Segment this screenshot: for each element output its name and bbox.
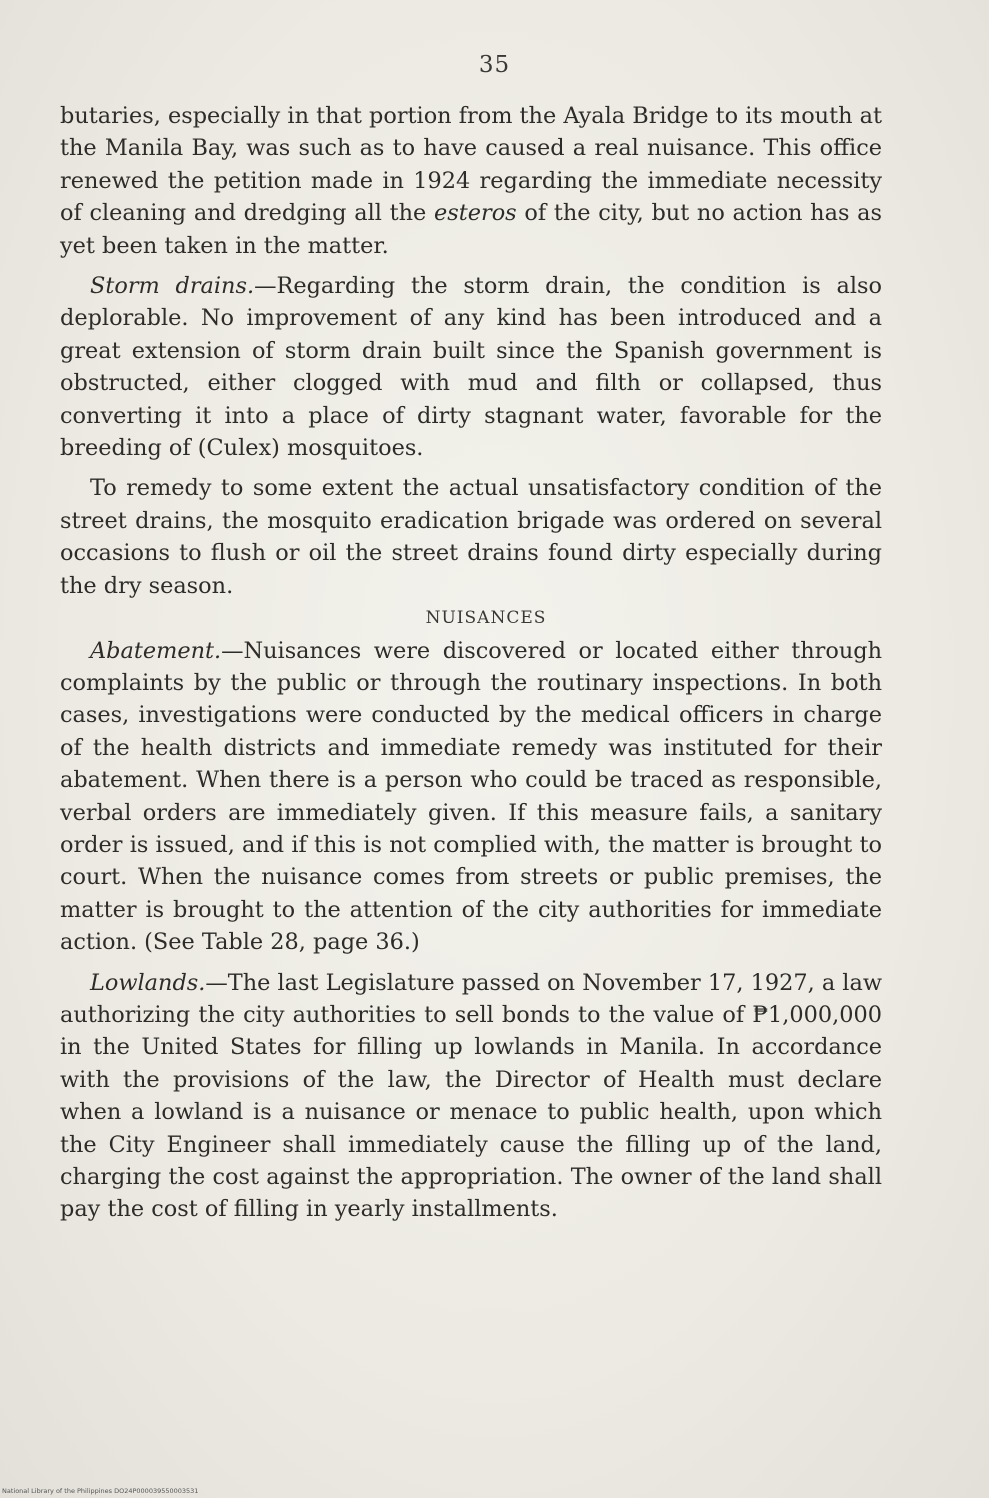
paragraph-text-end: of the city, but no action has as yet been taken in the matter. [60, 200, 882, 259]
paragraph-storm-drains [60, 270, 882, 464]
archive-footer: National Library of the Philippines DO24P000039550003531 [2, 1487, 199, 1495]
italic-term: esteros [434, 200, 517, 227]
paragraph-lowlands [60, 967, 882, 1226]
paragraph-lead: Storm drains. [90, 273, 255, 300]
page-number: 35 [478, 52, 511, 78]
paragraph-lead: Lowlands. [90, 969, 206, 996]
section-heading: NUISANCES [425, 608, 547, 629]
paragraph-remedy [60, 472, 882, 602]
paragraph-text: —The last Legislature passed on November 17, 1927, a law authorizing the city authorities to sell bonds to the value of ₱1,000,000 in the United States for filling up lowlands in Manila. In accordance with the provisions of the law, the Director of Health must declare when a lowland is a nuisance or menace to public health, upon which the City Engineer shall immediately cause the filling up of the land, charging the cost against the appropriation. The owner of the land shall pay the cost of filling in yearly installments. [60, 969, 882, 1223]
paragraph-text: To remedy to some extent the actual unsatisfactory condition of the street drains, the mosquito eradication brigade was ordered on several occasions to flush or oil the street drains found dirty especially during the dry season. [60, 475, 882, 599]
paragraph-lead: Abatement. [90, 637, 222, 664]
paragraph-text: butaries, especially in that portion from the Ayala Bridge to its mouth at the Manila Bay, was such as to have caused a real nuisance. This office renewed the petition made in 1924 regarding the immediate necessity of cleaning and dredging all the [60, 103, 882, 227]
body-text [60, 100, 882, 1226]
paragraph-text: —Nuisances were discovered or located either through complaints by the public or through the routinary inspections. In both cases, investigations were conducted by the medical officers in charge of the health districts and immediate remedy was instituted for their abatement. When there is a person who could be traced as responsible, verbal orders are immediately given. If this measure fails, a sanitary order is issued, and if this is not complied with, the matter is brought to court. When the nuisance comes from streets or public premises, the matter is brought to the attention of the city authorities for immediate action. (See Table 28, page 36.) [60, 637, 882, 956]
paragraph-text: —Regarding the storm drain, the condition is also deplorable. No improvement of any kind has been introduced and a great extension of storm drain built since the Spanish government is obstructed, either clogged with mud and filth or collapsed, thus converting it into a place of dirty stagnant water, favorable for the breeding of (Culex) mosquitoes. [60, 273, 882, 462]
paragraph-abatement [60, 635, 882, 959]
paragraph-continuation [60, 100, 882, 262]
